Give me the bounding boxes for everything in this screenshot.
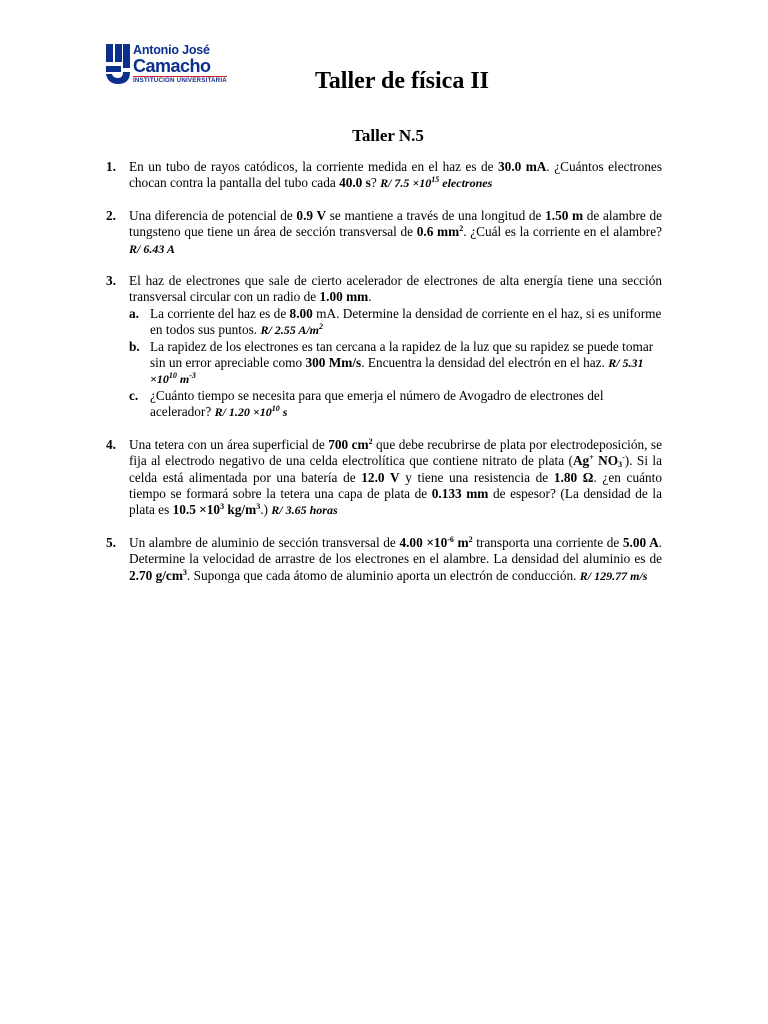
exponent: 2 <box>459 224 464 234</box>
bold-value: 0.133 mm <box>431 485 489 501</box>
charge-superscript: + <box>589 453 594 463</box>
problem-5 <box>106 535 662 584</box>
answer: R/ 6.43 A <box>129 241 175 256</box>
bold-value-text: 0.6 mm <box>416 224 460 240</box>
bold-value <box>129 568 187 583</box>
sub-question-b <box>129 339 662 388</box>
problem-text <box>129 159 662 192</box>
problem-text <box>129 437 662 519</box>
bold-value-text: ×10 <box>195 502 221 518</box>
answer-text: R/ 5.31 ×10 <box>150 356 644 387</box>
answer-exponent: 10 <box>271 404 280 414</box>
answer-unit: electrones <box>439 176 493 191</box>
bold-value <box>173 502 261 517</box>
problem-text <box>129 208 662 257</box>
problem-number: 2. <box>106 207 116 223</box>
text-run: La rapidez de los electrones es tan cercana a la rapidez de la luz que su rapidez se puede tomar sin un error apreciable como <box>150 338 654 371</box>
text-run: . <box>368 289 372 305</box>
text-run: que debe recubrirse de plata por electrodeposición, se fija al electrodo negativo de una celda electrolítica que contiene nitrato de plata ( <box>129 436 662 469</box>
bold-value: 12.0 V <box>361 469 400 485</box>
text-run: . ¿Cuántos electrones chocan contra la pantalla del tubo cada <box>129 159 663 191</box>
problem-2 <box>106 208 662 257</box>
answer <box>380 176 492 190</box>
problem-3 <box>106 273 662 421</box>
problem-number: 1. <box>106 159 116 174</box>
text-run: de alambre de tungsteno que tiene un área de sección transversal de <box>129 207 663 240</box>
problem-number: 4. <box>106 436 116 452</box>
sub-question-text <box>150 306 662 339</box>
formula-subscript: 3 <box>618 460 623 470</box>
problem-1 <box>106 159 662 192</box>
text-run: . Suponga que cada átomo de aluminio aporta un electrón de conducción. <box>186 567 580 583</box>
text-run: La corriente del haz es de <box>150 305 290 321</box>
problem-list <box>106 159 662 600</box>
sub-question-letter: a. <box>129 305 139 321</box>
answer: R/ 3.65 horas <box>271 503 338 518</box>
logo-tagline: INSTITUCIÓN UNIVERSITARIA <box>133 77 227 84</box>
problem-number: 3. <box>106 273 116 289</box>
bold-value <box>328 437 372 452</box>
text-run: . Encuentra la densidad del electrón en el haz. <box>361 355 609 371</box>
text-run: El haz de electrones que sale de cierto acelerador de electrones de alta energía tiene una sección transversal circular con un radio de <box>129 273 662 305</box>
text-run: En un tubo de rayos catódicos, la corriente medida en el haz es de <box>129 159 499 174</box>
answer <box>260 323 323 337</box>
page-title: Taller de física II <box>314 68 489 94</box>
formula-text: Ag <box>572 453 590 469</box>
exponent: 3 <box>220 502 225 512</box>
problem-text <box>129 273 662 421</box>
answer <box>215 405 288 419</box>
bold-value-text: 10.5 <box>172 502 196 518</box>
bold-value: 5.00 A <box>622 534 659 550</box>
page-subtitle: Taller N.5 <box>352 126 424 145</box>
text-run: . ¿Cuál es la corriente en el alambre? <box>463 224 662 240</box>
text-run: Una tetera con un área superficial de <box>129 436 329 452</box>
text-run: ? <box>370 175 381 191</box>
formula-text: NO <box>593 453 619 469</box>
charge-superscript: - <box>622 453 625 463</box>
bold-value-text: 2.70 g/cm <box>129 567 183 583</box>
answer-exponent: 15 <box>431 175 440 185</box>
bold-value <box>417 224 463 239</box>
text-run: ¿Cuánto tiempo se necesita para que emerja el número de Avogadro de electrones del acelerador? <box>150 387 604 420</box>
exponent: 2 <box>368 436 373 446</box>
bold-value <box>399 535 472 550</box>
exponent: 2 <box>468 534 473 544</box>
text-run: mA. Determine la densidad de corriente en el haz, si es uniforme en todos sus puntos. <box>150 305 662 338</box>
problem-intro <box>129 273 662 306</box>
answer-exponent: 2 <box>319 322 324 332</box>
text-run: transporta una corriente de <box>472 534 623 550</box>
text-run: se mantiene a través de una longitud de <box>326 207 546 223</box>
bold-value: 30.0 mA <box>498 159 547 174</box>
bold-value-text: kg/m <box>224 502 257 518</box>
sub-question-text <box>150 339 662 388</box>
text-run: .) <box>260 502 272 518</box>
bold-value-text: 4.00 ×10 <box>399 534 448 550</box>
bold-value: 1.00 mm <box>319 289 369 305</box>
sub-question-a <box>129 306 662 339</box>
sub-question-text <box>150 388 662 421</box>
text-run: Un alambre de aluminio de sección transversal de <box>129 534 400 550</box>
bold-value: 300 Mm/s <box>305 355 362 371</box>
sub-question-letter: b. <box>129 338 140 354</box>
answer-unit-exponent: -3 <box>189 371 196 381</box>
text-run: ). Si la celda está alimentada por una batería de <box>129 453 662 485</box>
answer: R/ 129.77 m/s <box>579 568 648 583</box>
sub-question-list <box>129 306 662 421</box>
text-run: Una diferencia de potencial de <box>129 207 297 223</box>
answer-text: R/ 7.5 ×10 <box>380 176 432 191</box>
answer-unit: m <box>176 372 190 387</box>
chemical-formula <box>573 453 625 468</box>
bold-value-text: 700 cm <box>328 436 369 452</box>
problem-4 <box>106 437 662 519</box>
sub-question-letter: c. <box>129 387 139 403</box>
logo-name-line1: Antonio José <box>133 43 210 57</box>
answer-exponent: 10 <box>168 371 177 381</box>
sub-question-c <box>129 388 662 421</box>
problem-text <box>129 535 662 584</box>
bold-value: 1.50 m <box>545 207 584 223</box>
bold-value-text: m <box>453 534 469 550</box>
text-run: de espesor? (La densidad de la plata es <box>129 485 662 518</box>
text-run: . ¿en cuánto tiempo se formará sobre la tetera una capa de plata de <box>129 469 662 501</box>
bold-value: 1.80 Ω <box>553 469 594 485</box>
exponent: -6 <box>447 534 454 544</box>
exponent: 3 <box>182 567 187 577</box>
bold-value: 40.0 s <box>339 175 371 191</box>
logo-name-line2: Camacho <box>133 56 211 76</box>
answer-text: R/ 1.20 ×10 <box>214 405 272 420</box>
text-run: y tiene una resistencia de <box>399 469 554 485</box>
bold-value: 8.00 <box>289 305 313 321</box>
bold-value: 0.9 V <box>296 207 327 223</box>
exponent: 3 <box>256 502 261 512</box>
problem-number: 5. <box>106 534 116 550</box>
answer-text: R/ 2.55 A/m <box>260 323 320 338</box>
answer-unit: s <box>279 405 288 420</box>
text-run: . Determine la velocidad de arrastre de los electrones en el alambre. La densidad del aluminio es de <box>129 534 662 567</box>
